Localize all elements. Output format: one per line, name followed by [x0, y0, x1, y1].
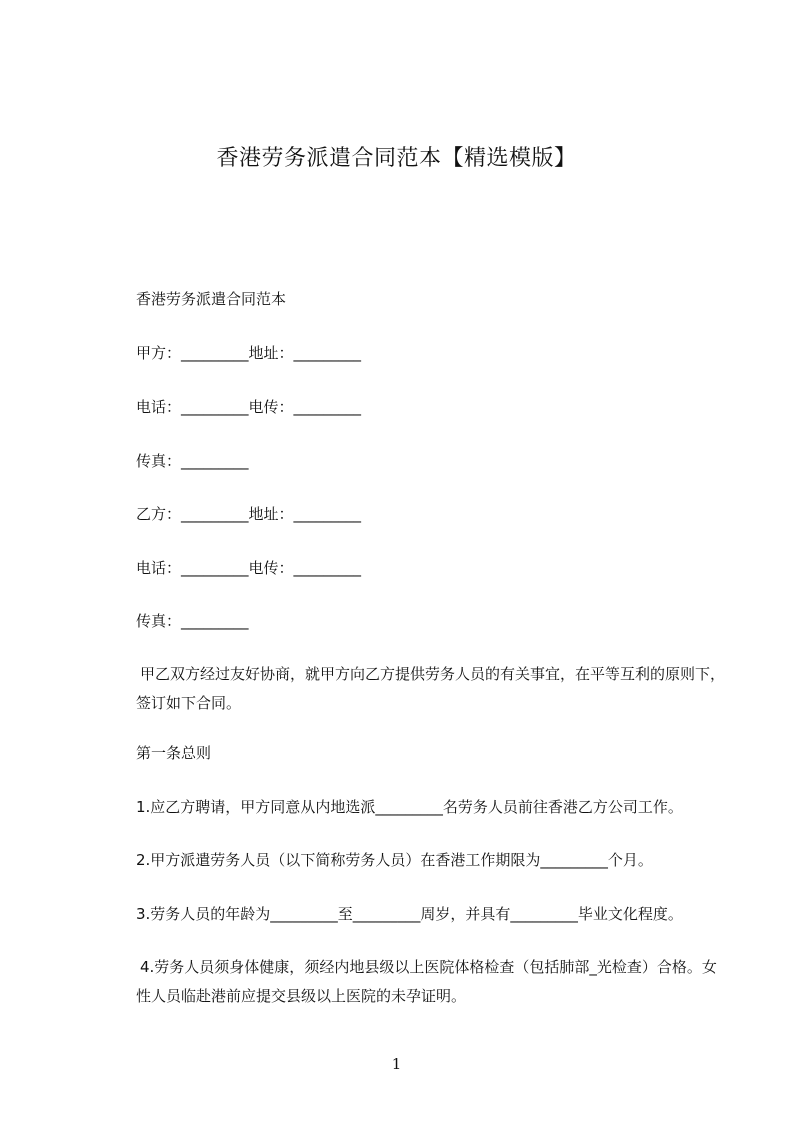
preamble-paragraph: 甲乙双方经过友好协商，就甲方向乙方提供劳务人员的有关事宜，在平等互利的原则下，签订如下合同。: [136, 665, 726, 712]
party-a-phone-line: 电话：_________电传：_________: [136, 398, 362, 416]
clause-1: 1.应乙方聘请，甲方同意从内地选派_________名劳务人员前往香港乙方公司工作。: [136, 798, 683, 816]
page-number: 1: [391, 1055, 402, 1073]
party-b-phone-line: 电话：_________电传：_________: [136, 559, 362, 577]
party-b-address-line: 乙方：_________地址：_________: [136, 505, 362, 523]
contract-subtitle: 香港劳务派遣合同范本: [136, 290, 287, 308]
clause-2: 2.甲方派遣劳务人员（以下简称劳务人员）在香港工作期限为_________个月。: [136, 851, 653, 869]
document-title: 香港劳务派遣合同范本【精选模版】: [216, 146, 577, 171]
article-1-heading: 第一条总则: [136, 744, 212, 762]
party-b-fax-line: 传真：_________: [136, 612, 249, 630]
clause-4: 4.劳务人员须身体健康，须经内地县级以上医院体格检查（包括肺部_光检查）合格。女性人员临赴港前应提交县级以上医院的未孕证明。: [136, 958, 717, 1005]
party-a-fax-line: 传真：_________: [136, 452, 249, 470]
party-a-address-line: 甲方：_________地址：_________: [136, 344, 362, 362]
clause-3: 3.劳务人员的年龄为_________至_________周岁，并具有_________毕业文化程度。: [136, 905, 683, 923]
